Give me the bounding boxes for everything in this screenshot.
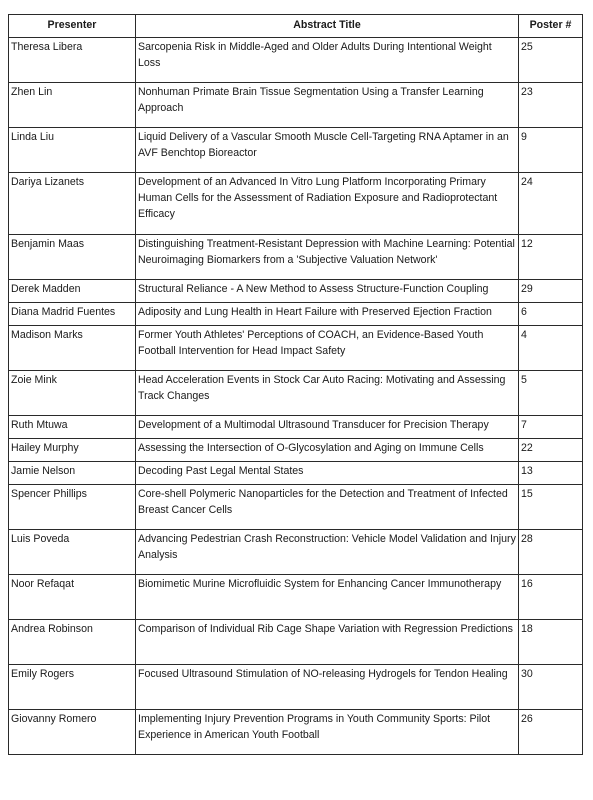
presenter-cell: Dariya Lizanets <box>9 173 136 235</box>
presenter-cell: Spencer Phillips <box>9 485 136 530</box>
abstract-title-cell: Development of an Advanced In Vitro Lung Platform Incorporating Primary Human Cells for the Assessment of Radiation Exposure and Radioprotectant Efficacy <box>136 173 519 235</box>
presenter-cell: Ruth Mtuwa <box>9 416 136 439</box>
presenter-cell: Diana Madrid Fuentes <box>9 303 136 326</box>
poster-number-cell: 15 <box>519 485 583 530</box>
presenter-table <box>8 14 583 755</box>
table-row <box>9 462 583 485</box>
presenter-cell: Linda Liu <box>9 128 136 173</box>
presenter-cell: Zoie Mink <box>9 371 136 416</box>
poster-number-cell: 24 <box>519 173 583 235</box>
poster-number-cell: 18 <box>519 620 583 665</box>
abstract-title-cell: Focused Ultrasound Stimulation of NO-releasing Hydrogels for Tendon Healing <box>136 665 519 710</box>
presenter-cell: Jamie Nelson <box>9 462 136 485</box>
abstract-title-cell: Core-shell Polymeric Nanoparticles for the Detection and Treatment of Infected Breast Cancer Cells <box>136 485 519 530</box>
table-row <box>9 173 583 235</box>
presenter-cell: Zhen Lin <box>9 83 136 128</box>
poster-number-cell: 29 <box>519 280 583 303</box>
table-row <box>9 38 583 83</box>
abstract-title-cell: Distinguishing Treatment-Resistant Depression with Machine Learning: Potential Neuroimaging Biomarkers from a 'Subjective Valuation Network' <box>136 235 519 280</box>
poster-number-cell: 12 <box>519 235 583 280</box>
poster-number-cell: 13 <box>519 462 583 485</box>
poster-number-cell: 30 <box>519 665 583 710</box>
table-row <box>9 530 583 575</box>
table-row <box>9 416 583 439</box>
presenter-cell: Giovanny Romero <box>9 710 136 755</box>
table-row <box>9 280 583 303</box>
table-row <box>9 620 583 665</box>
abstract-title-cell: Biomimetic Murine Microfluidic System for Enhancing Cancer Immunotherapy <box>136 575 519 620</box>
poster-number-cell: 22 <box>519 439 583 462</box>
presenter-cell: Andrea Robinson <box>9 620 136 665</box>
presenter-cell: Noor Refaqat <box>9 575 136 620</box>
presenter-cell: Hailey Murphy <box>9 439 136 462</box>
abstract-title-cell: Adiposity and Lung Health in Heart Failure with Preserved Ejection Fraction <box>136 303 519 326</box>
table-row <box>9 235 583 280</box>
abstract-title-cell: Implementing Injury Prevention Programs in Youth Community Sports: Pilot Experience in American Youth Football <box>136 710 519 755</box>
abstract-title-cell: Decoding Past Legal Mental States <box>136 462 519 485</box>
poster-number-column-header: Poster # <box>519 15 583 38</box>
abstract-title-cell: Former Youth Athletes' Perceptions of COACH, an Evidence-Based Youth Football Intervention for Head Impact Safety <box>136 326 519 371</box>
table-row <box>9 665 583 710</box>
table-row <box>9 710 583 755</box>
presenter-cell: Madison Marks <box>9 326 136 371</box>
abstract-title-column-header: Abstract Title <box>136 15 519 38</box>
poster-number-cell: 6 <box>519 303 583 326</box>
table-row <box>9 371 583 416</box>
table-body <box>9 38 583 755</box>
abstract-title-cell: Nonhuman Primate Brain Tissue Segmentation Using a Transfer Learning Approach <box>136 83 519 128</box>
abstract-schedule-sheet <box>8 14 582 755</box>
poster-number-cell: 16 <box>519 575 583 620</box>
table-row <box>9 575 583 620</box>
poster-number-cell: 4 <box>519 326 583 371</box>
poster-number-cell: 9 <box>519 128 583 173</box>
abstract-title-cell: Head Acceleration Events in Stock Car Auto Racing: Motivating and Assessing Track Changes <box>136 371 519 416</box>
presenter-cell: Emily Rogers <box>9 665 136 710</box>
poster-number-cell: 25 <box>519 38 583 83</box>
poster-number-cell: 5 <box>519 371 583 416</box>
table-row <box>9 485 583 530</box>
abstract-title-cell: Assessing the Intersection of O-Glycosylation and Aging on Immune Cells <box>136 439 519 462</box>
presenter-column-header: Presenter <box>9 15 136 38</box>
table-row <box>9 439 583 462</box>
poster-number-cell: 7 <box>519 416 583 439</box>
table-row <box>9 83 583 128</box>
table-row <box>9 326 583 371</box>
table-row <box>9 128 583 173</box>
presenter-cell: Luis Poveda <box>9 530 136 575</box>
abstract-title-cell: Advancing Pedestrian Crash Reconstruction: Vehicle Model Validation and Injury Analysis <box>136 530 519 575</box>
poster-number-cell: 26 <box>519 710 583 755</box>
table-row <box>9 303 583 326</box>
presenter-cell: Benjamin Maas <box>9 235 136 280</box>
abstract-title-cell: Structural Reliance - A New Method to Assess Structure-Function Coupling <box>136 280 519 303</box>
header-row <box>9 15 583 38</box>
poster-number-cell: 23 <box>519 83 583 128</box>
presenter-cell: Theresa Libera <box>9 38 136 83</box>
abstract-title-cell: Liquid Delivery of a Vascular Smooth Muscle Cell-Targeting RNA Aptamer in an AVF Benchtop Bioreactor <box>136 128 519 173</box>
abstract-title-cell: Development of a Multimodal Ultrasound Transducer for Precision Therapy <box>136 416 519 439</box>
abstract-title-cell: Sarcopenia Risk in Middle-Aged and Older Adults During Intentional Weight Loss <box>136 38 519 83</box>
abstract-title-cell: Comparison of Individual Rib Cage Shape Variation with Regression Predictions <box>136 620 519 665</box>
poster-number-cell: 28 <box>519 530 583 575</box>
presenter-cell: Derek Madden <box>9 280 136 303</box>
